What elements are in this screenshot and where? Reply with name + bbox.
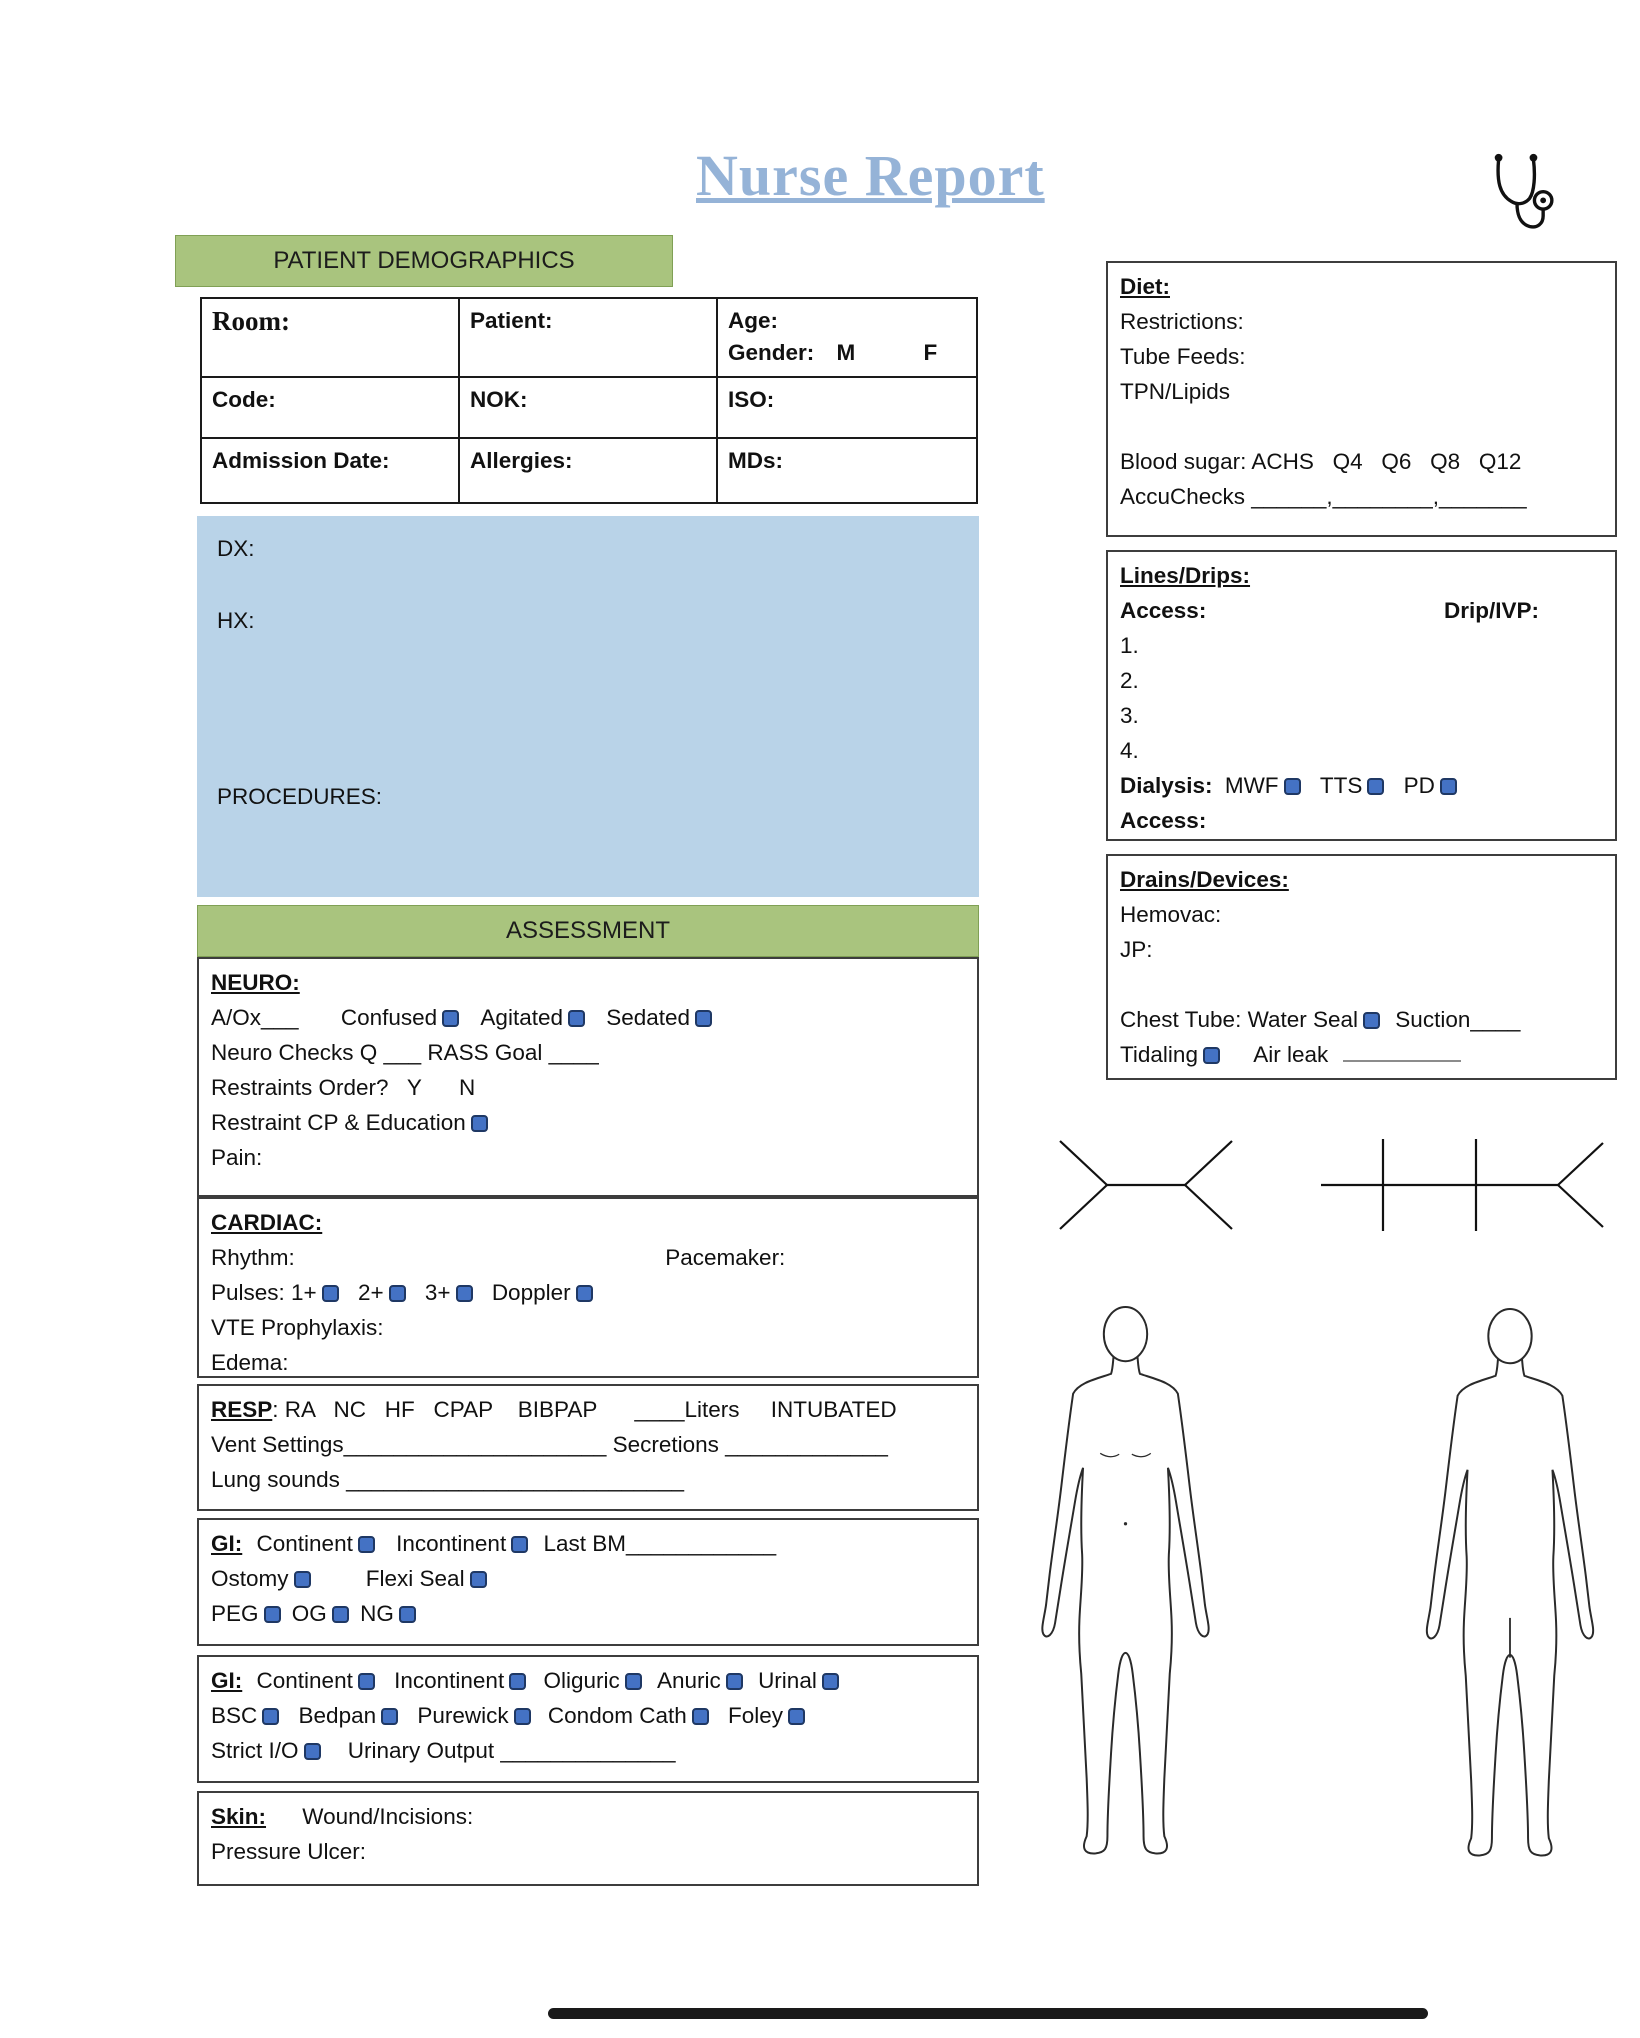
ostomy-checkbox[interactable]: [294, 1571, 311, 1588]
drains-devices-section: [1106, 854, 1617, 1080]
chest-tube-label: Chest Tube: Water Seal: [1120, 1007, 1359, 1032]
bsc-label: BSC: [211, 1703, 258, 1728]
hemovac-label: Hemovac:: [1120, 902, 1222, 927]
anuric-label: Anuric: [657, 1668, 721, 1693]
dialysis-pd-checkbox[interactable]: [1440, 778, 1457, 795]
air-leak-blank: [1343, 1038, 1461, 1062]
pulse-1-checkbox[interactable]: [322, 1285, 339, 1302]
air-leak-label: Air leak: [1253, 1042, 1329, 1067]
edema-label: Edema:: [211, 1350, 289, 1375]
diet-heading: Diet:: [1120, 274, 1170, 299]
restrictions-label: Restrictions:: [1120, 309, 1244, 334]
strict-io-checkbox[interactable]: [304, 1743, 321, 1760]
body-back-diagram: [1396, 1300, 1624, 1878]
flexi-seal-checkbox[interactable]: [470, 1571, 487, 1588]
demographics-table: [200, 297, 978, 504]
gender-m-option: M: [836, 340, 856, 365]
patient-demographics-header: [175, 235, 673, 287]
gu-continent-label: Continent: [256, 1668, 353, 1693]
line-item-3: 3.: [1120, 703, 1139, 728]
resp-heading: RESP: [211, 1397, 273, 1422]
resp-section: [197, 1384, 979, 1511]
gi-heading: GI:: [211, 1531, 243, 1556]
page-title: Nurse Report: [696, 143, 1045, 208]
patient-demographics-header-label: PATIENT DEMOGRAPHICS: [273, 247, 575, 274]
tidaling-label: Tidaling: [1120, 1042, 1198, 1067]
condom-cath-label: Condom Cath: [547, 1703, 687, 1728]
iso-label: ISO:: [728, 387, 775, 412]
skin-heading: Skin:: [211, 1804, 267, 1829]
neuro-checks-label: Neuro Checks Q ___ RASS Goal ____: [211, 1040, 599, 1065]
pulse-2-label: 2+: [357, 1280, 384, 1305]
gu-continent-checkbox[interactable]: [358, 1673, 375, 1690]
lung-sounds-label: Lung sounds ___________________________: [211, 1467, 684, 1492]
room-label: Room:: [212, 306, 290, 336]
vte-label: VTE Prophylaxis:: [211, 1315, 384, 1340]
anuric-checkbox[interactable]: [726, 1673, 743, 1690]
pain-label: Pain:: [211, 1145, 263, 1170]
dx-label: DX:: [217, 536, 255, 561]
neuro-heading: NEURO:: [211, 970, 300, 995]
peg-label: PEG: [211, 1601, 259, 1626]
footer-divider: [548, 2008, 1428, 2019]
lines-drips-section: [1106, 550, 1617, 841]
tpn-lipids-label: TPN/Lipids: [1120, 379, 1231, 404]
line-item-1: 1.: [1120, 633, 1139, 658]
dialysis-mwf-checkbox[interactable]: [1284, 778, 1301, 795]
bmp-fishbone-diagram: [1313, 1133, 1608, 1237]
vent-settings-label: Vent Settings_____________________ Secretions _____________: [211, 1432, 888, 1457]
dialysis-tts-label: TTS: [1319, 773, 1363, 798]
bsc-checkbox[interactable]: [262, 1708, 279, 1725]
bedpan-label: Bedpan: [298, 1703, 377, 1728]
gu-heading: GI:: [211, 1668, 243, 1693]
drip-ivp-label: Drip/IVP:: [1443, 598, 1539, 623]
oliguric-checkbox[interactable]: [625, 1673, 642, 1690]
tidaling-checkbox[interactable]: [1203, 1047, 1220, 1064]
mds-label: MDs:: [728, 448, 783, 473]
aox-label: A/Ox___: [211, 1005, 299, 1030]
tube-feeds-label: Tube Feeds:: [1120, 344, 1246, 369]
nok-cell: [460, 378, 718, 439]
dx-hx-procedures-panel: [197, 516, 979, 897]
assessment-header: [197, 905, 979, 957]
suction-label: Suction____: [1395, 1007, 1521, 1032]
og-checkbox[interactable]: [332, 1606, 349, 1623]
nok-label: NOK:: [470, 387, 528, 412]
pulse-3-checkbox[interactable]: [456, 1285, 473, 1302]
confused-label: Confused: [340, 1005, 438, 1030]
line-item-4: 4.: [1120, 738, 1139, 763]
ng-checkbox[interactable]: [399, 1606, 416, 1623]
admission-date-cell: [202, 439, 460, 502]
body-front-diagram: [1008, 1298, 1243, 1876]
resp-modes-label: : RA NC HF CPAP BIBPAP ____Liters INTUBATED: [272, 1397, 897, 1422]
restraints-order-label: Restraints Order? Y N: [211, 1075, 476, 1100]
patient-cell: [460, 299, 718, 378]
blood-sugar-label: Blood sugar: ACHS Q4 Q6 Q8 Q12: [1120, 449, 1522, 474]
pacemaker-label: Pacemaker:: [665, 1245, 786, 1270]
dialysis-mwf-label: MWF: [1224, 773, 1279, 798]
assessment-header-label: ASSESSMENT: [505, 917, 671, 944]
rhythm-label: Rhythm:: [211, 1245, 295, 1270]
pulse-3-label: 3+: [424, 1280, 451, 1305]
code-cell: [202, 378, 460, 439]
room-cell: [202, 299, 460, 378]
dialysis-access-label: Access:: [1120, 808, 1207, 833]
access-label: Access:: [1120, 598, 1207, 623]
admission-date-label: Admission Date:: [212, 448, 390, 473]
dialysis-label: Dialysis:: [1120, 773, 1213, 798]
gender-f-option: F: [923, 340, 938, 365]
foley-label: Foley: [728, 1703, 784, 1728]
gi-incontinent-label: Incontinent: [396, 1531, 507, 1556]
line-item-2: 2.: [1120, 668, 1139, 693]
gi-continent-label: Continent: [256, 1531, 353, 1556]
procedures-label: PROCEDURES:: [217, 784, 383, 809]
lines-drips-heading: Lines/Drips:: [1120, 563, 1251, 588]
last-bm-label: Last BM____________: [543, 1531, 777, 1556]
age-gender-cell: [718, 299, 976, 378]
pulse-2-checkbox[interactable]: [389, 1285, 406, 1302]
purewick-label: Purewick: [417, 1703, 509, 1728]
accuchecks-label: AccuChecks ______,________,_______: [1120, 484, 1527, 509]
flexi-seal-label: Flexi Seal: [365, 1566, 465, 1591]
restraint-cp-label: Restraint CP & Education: [211, 1110, 466, 1135]
gi-continent-checkbox[interactable]: [358, 1536, 375, 1553]
condom-cath-checkbox[interactable]: [692, 1708, 709, 1725]
bedpan-checkbox[interactable]: [381, 1708, 398, 1725]
restraint-education-checkbox[interactable]: [471, 1115, 488, 1132]
gi-incontinent-checkbox[interactable]: [511, 1536, 528, 1553]
age-label: Age:: [728, 308, 778, 333]
code-label: Code:: [212, 387, 276, 412]
dialysis-tts-checkbox[interactable]: [1367, 778, 1384, 795]
drains-devices-heading: Drains/Devices:: [1120, 867, 1289, 892]
foley-checkbox[interactable]: [788, 1708, 805, 1725]
skin-section: [197, 1791, 979, 1886]
patient-label: Patient:: [470, 308, 553, 333]
mds-cell: [718, 439, 976, 502]
jp-label: JP:: [1120, 937, 1153, 962]
dialysis-pd-label: PD: [1403, 773, 1435, 798]
ng-label: NG: [360, 1601, 394, 1626]
og-label: OG: [291, 1601, 327, 1626]
urinary-output-label: Urinary Output ______________: [347, 1738, 676, 1763]
urinal-checkbox[interactable]: [822, 1673, 839, 1690]
iso-cell: [718, 378, 976, 439]
diet-section: [1106, 261, 1617, 537]
pressure-ulcer-label: Pressure Ulcer:: [211, 1839, 367, 1864]
strict-io-label: Strict I/O: [211, 1738, 299, 1763]
doppler-checkbox[interactable]: [576, 1285, 593, 1302]
gi-section: [197, 1518, 979, 1646]
diet-spacer: [1120, 409, 1603, 444]
agitated-label: Agitated: [480, 1005, 563, 1030]
pulses-label: Pulses: 1+: [211, 1280, 317, 1305]
agitated-checkbox[interactable]: [568, 1010, 585, 1027]
wound-incisions-label: Wound/Incisions:: [302, 1804, 474, 1829]
gu-section: [197, 1655, 979, 1783]
cardiac-heading: CARDIAC:: [211, 1210, 323, 1235]
confused-checkbox[interactable]: [442, 1010, 459, 1027]
allergies-label: Allergies:: [470, 448, 573, 473]
gu-incontinent-checkbox[interactable]: [509, 1673, 526, 1690]
doppler-label: Doppler: [491, 1280, 571, 1305]
ostomy-label: Ostomy: [211, 1566, 289, 1591]
gender-label: Gender:: [728, 340, 815, 365]
gu-incontinent-label: Incontinent: [394, 1668, 505, 1693]
purewick-checkbox[interactable]: [514, 1708, 531, 1725]
sedated-label: Sedated: [606, 1005, 691, 1030]
neuro-section: [197, 957, 979, 1197]
sedated-checkbox[interactable]: [695, 1010, 712, 1027]
cbc-fishbone-diagram: [1052, 1135, 1237, 1235]
oliguric-label: Oliguric: [543, 1668, 620, 1693]
cardiac-section: [197, 1197, 979, 1378]
stethoscope-icon: [1478, 150, 1556, 242]
water-seal-checkbox[interactable]: [1363, 1012, 1380, 1029]
hx-label: HX:: [217, 608, 255, 633]
allergies-cell: [460, 439, 718, 502]
drains-spacer: [1120, 967, 1603, 1002]
urinal-label: Urinal: [758, 1668, 817, 1693]
peg-checkbox[interactable]: [264, 1606, 281, 1623]
